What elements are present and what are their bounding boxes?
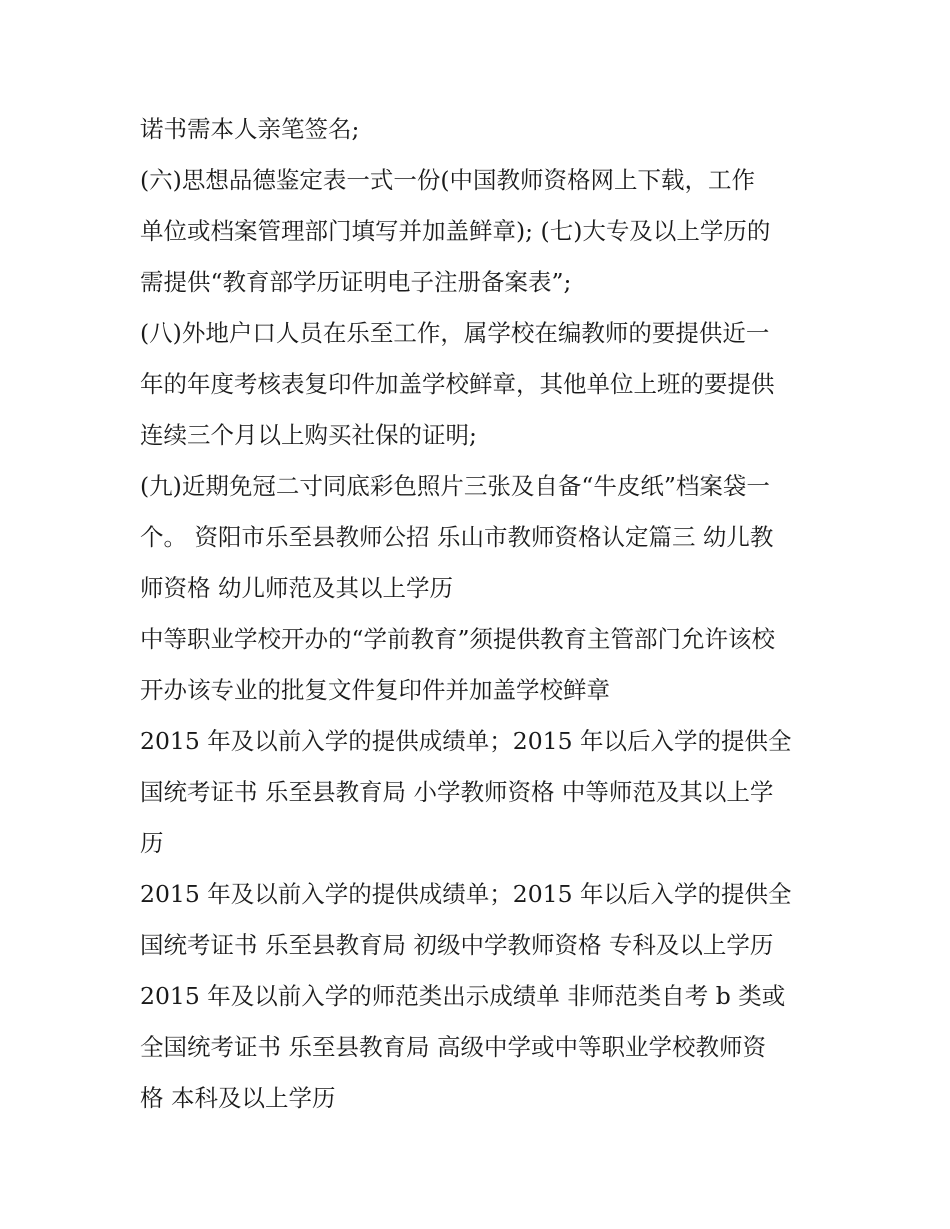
text-line: (九)近期免冠二寸同底彩色照片三张及自备“牛皮纸”档案袋一 bbox=[140, 472, 770, 500]
text-line: 连续三个月以上购买社保的证明; bbox=[140, 421, 477, 449]
text-line: 国统考证书 乐至县教育局 小学教师资格 中等师范及其以上学 bbox=[140, 778, 774, 806]
text-line: (八)外地户口人员在乐至工作，属学校在编教师的要提供近一 bbox=[140, 319, 770, 347]
text-line: 中等职业学校开办的“学前教育”须提供教育主管部门允许该校 bbox=[140, 625, 776, 653]
text-line: 2015 年及以前入学的提供成绩单；2015 年以后入学的提供全 bbox=[140, 727, 792, 755]
text-line: 格 本科及以上学历 bbox=[140, 1084, 336, 1112]
text-line: 年的年度考核表复印件加盖学校鲜章，其他单位上班的要提供 bbox=[140, 370, 775, 398]
body-text bbox=[140, 104, 830, 1124]
text-line: 诺书需本人亲笔签名; bbox=[140, 115, 360, 143]
text-line: 2015 年及以前入学的师范类出示成绩单 非师范类自考 b 类或 bbox=[140, 982, 786, 1010]
text-line: (六)思想品德鉴定表一式一份(中国教师资格网上下载，工作 bbox=[140, 166, 756, 194]
text-line: 需提供“教育部学历证明电子注册备案表”; bbox=[140, 268, 572, 296]
text-line: 全国统考证书 乐至县教育局 高级中学或中等职业学校教师资 bbox=[140, 1033, 766, 1061]
text-line: 师资格 幼儿师范及其以上学历 bbox=[140, 574, 453, 602]
text-line: 个。 资阳市乐至县教师公招 乐山市教师资格认定篇三 幼儿教 bbox=[140, 523, 774, 551]
text-line: 2015 年及以前入学的提供成绩单；2015 年以后入学的提供全 bbox=[140, 880, 792, 908]
text-line: 开办该专业的批复文件复印件并加盖学校鲜章 bbox=[140, 676, 610, 704]
text-line: 历 bbox=[140, 829, 164, 857]
text-line: 单位或档案管理部门填写并加盖鲜章); (七)大专及以上学历的 bbox=[140, 217, 771, 245]
text-line: 国统考证书 乐至县教育局 初级中学教师资格 专科及以上学历 bbox=[140, 931, 774, 959]
